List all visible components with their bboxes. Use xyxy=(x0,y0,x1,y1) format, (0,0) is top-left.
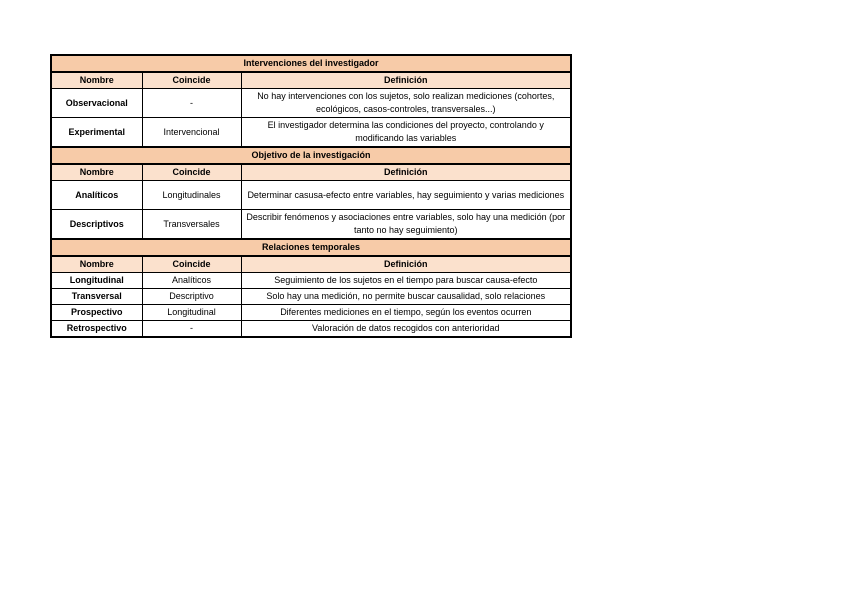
header-row xyxy=(51,164,571,181)
cell-coincide: Transversales xyxy=(142,210,241,240)
header-coincide: Coincide xyxy=(142,72,241,89)
table-row xyxy=(51,181,571,210)
header-row xyxy=(51,72,571,89)
cell-coincide: Longitudinales xyxy=(142,181,241,210)
cell-nombre: Prospectivo xyxy=(51,305,142,321)
header-definicion: Definición xyxy=(241,72,571,89)
cell-definicion: El investigador determina las condiciones del proyecto, controlando y modificando las variables xyxy=(241,118,571,148)
table-row xyxy=(51,321,571,338)
table-row xyxy=(51,89,571,118)
cell-definicion: No hay intervenciones con los sujetos, solo realizan mediciones (cohortes, ecológicos, casos-controles, transversales...) xyxy=(241,89,571,118)
header-definicion: Definición xyxy=(241,256,571,273)
header-coincide: Coincide xyxy=(142,164,241,181)
header-nombre: Nombre xyxy=(51,72,142,89)
table-row xyxy=(51,289,571,305)
cell-coincide: Longitudinal xyxy=(142,305,241,321)
cell-definicion: Describir fenómenos y asociaciones entre variables, solo hay una medición (por tanto no hay seguimiento) xyxy=(241,210,571,240)
table-row xyxy=(51,210,571,240)
header-coincide: Coincide xyxy=(142,256,241,273)
table-row xyxy=(51,305,571,321)
cell-definicion: Solo hay una medición, no permite buscar causalidad, solo relaciones xyxy=(241,289,571,305)
cell-nombre: Transversal xyxy=(51,289,142,305)
cell-definicion: Diferentes mediciones en el tiempo, según los eventos ocurren xyxy=(241,305,571,321)
cell-coincide: - xyxy=(142,321,241,338)
cell-definicion: Seguimiento de los sujetos en el tiempo para buscar causa-efecto xyxy=(241,273,571,289)
cell-definicion: Valoración de datos recogidos con anterioridad xyxy=(241,321,571,338)
section-title-row xyxy=(51,239,571,256)
cell-nombre: Descriptivos xyxy=(51,210,142,240)
cell-coincide: Intervencional xyxy=(142,118,241,148)
cell-nombre: Observacional xyxy=(51,89,142,118)
table-row xyxy=(51,273,571,289)
cell-definicion: Determinar casusa-efecto entre variables, hay seguimiento y varias mediciones xyxy=(241,181,571,210)
cell-nombre: Retrospectivo xyxy=(51,321,142,338)
header-nombre: Nombre xyxy=(51,256,142,273)
cell-coincide: Analíticos xyxy=(142,273,241,289)
cell-nombre: Longitudinal xyxy=(51,273,142,289)
cell-nombre: Analíticos xyxy=(51,181,142,210)
study-types-table xyxy=(50,54,572,338)
header-nombre: Nombre xyxy=(51,164,142,181)
cell-nombre: Experimental xyxy=(51,118,142,148)
section-title-row xyxy=(51,55,571,72)
header-row xyxy=(51,256,571,273)
section-title: Relaciones temporales xyxy=(51,239,571,256)
section-title: Intervenciones del investigador xyxy=(51,55,571,72)
cell-coincide: Descriptivo xyxy=(142,289,241,305)
section-title: Objetivo de la investigación xyxy=(51,147,571,164)
cell-coincide: - xyxy=(142,89,241,118)
section-title-row xyxy=(51,147,571,164)
header-definicion: Definición xyxy=(241,164,571,181)
table-row xyxy=(51,118,571,148)
